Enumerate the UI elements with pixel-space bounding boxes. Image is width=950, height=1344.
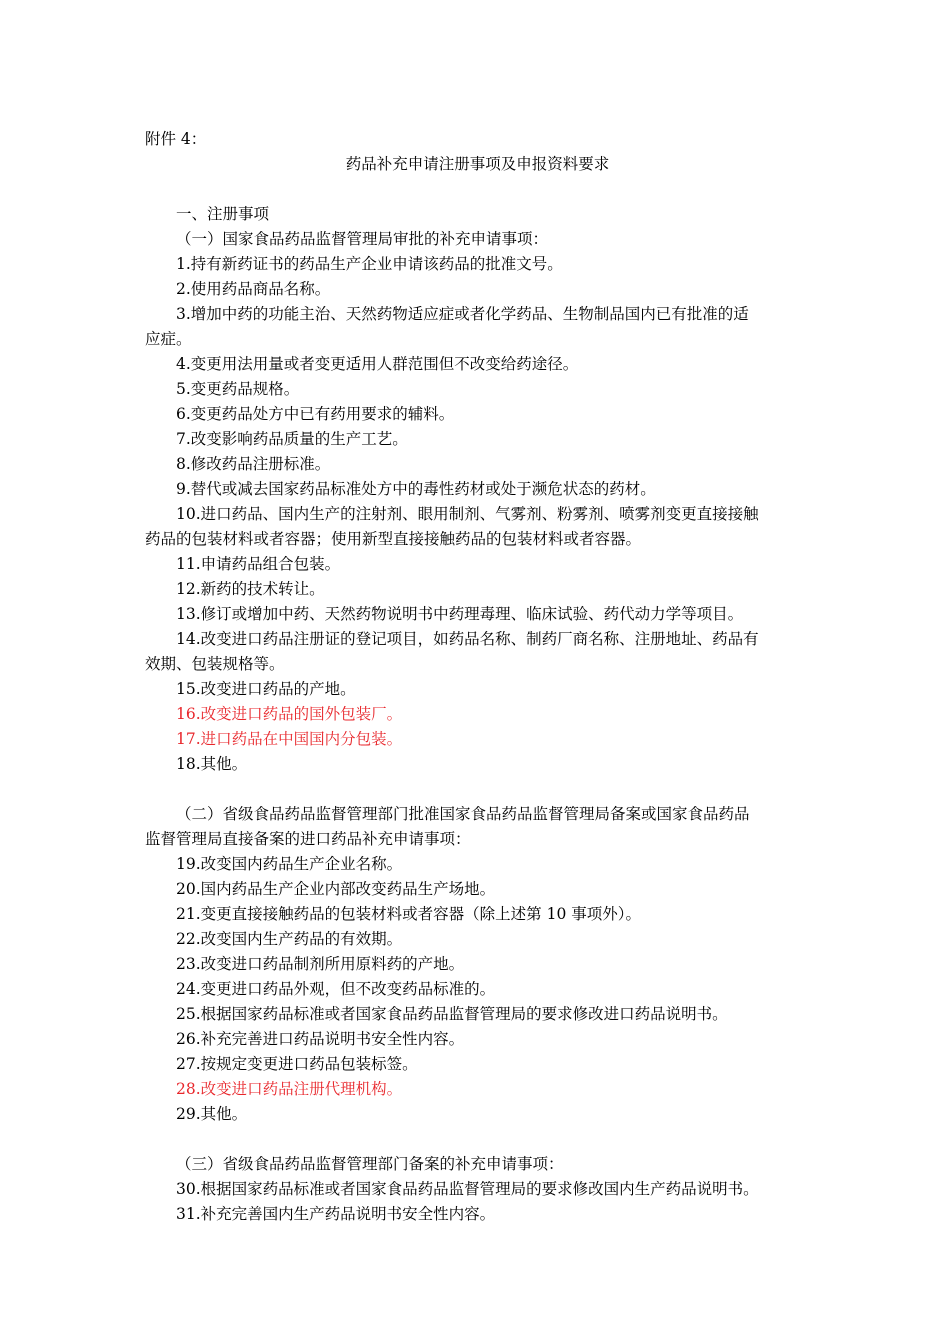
list-item: 11.申请药品组合包装。	[176, 555, 341, 573]
document-title: 药品补充申请注册事项及申报资料要求	[345, 155, 610, 173]
attachment-label: 附件 4：	[145, 130, 207, 148]
list-item: 17.进口药品在中国国内分包装。	[176, 730, 403, 748]
list-item: 23.改变进口药品制剂所用原料药的产地。	[176, 955, 465, 973]
part2-item-list	[145, 852, 810, 1127]
list-item: 3.增加中药的功能主治、天然药物适应症或者化学药品、生物制品国内已有批准的适	[176, 305, 749, 323]
list-item: 28.改变进口药品注册代理机构。	[176, 1080, 403, 1098]
list-item: 10.进口药品、国内生产的注射剂、眼用制剂、气雾剂、粉雾剂、喷雾剂变更直接接触	[176, 505, 759, 523]
list-item-continuation: 药品的包装材料或者容器；使用新型直接接触药品的包装材料或者容器。	[145, 530, 642, 548]
list-item: 6.变更药品处方中已有药用要求的辅料。	[176, 405, 455, 423]
list-item: 15.改变进口药品的产地。	[176, 680, 356, 698]
document-body	[145, 127, 810, 1227]
list-item: 16.改变进口药品的国外包装厂。	[176, 705, 403, 723]
part3-heading: （三）省级食品药品监督管理部门备案的补充申请事项：	[176, 1155, 564, 1173]
list-item: 1.持有新药证书的药品生产企业申请该药品的批准文号。	[176, 255, 563, 273]
list-item: 13.修订或增加中药、天然药物说明书中药理毒理、临床试验、药代动力学等项目。	[176, 605, 744, 623]
list-item-continuation: 效期、包装规格等。	[145, 655, 285, 673]
list-item: 22.改变国内生产药品的有效期。	[176, 930, 403, 948]
list-item: 5.变更药品规格。	[176, 380, 300, 398]
list-item: 2.使用药品商品名称。	[176, 280, 331, 298]
spacer	[145, 177, 810, 202]
part2-heading-line-1: （二）省级食品药品监督管理部门批准国家食品药品监督管理局备案或国家食品药品	[176, 805, 750, 823]
list-item: 14.改变进口药品注册证的登记项目，如药品名称、制药厂商名称、注册地址、药品有	[176, 630, 759, 648]
spacer	[145, 777, 810, 802]
list-item: 8.修改药品注册标准。	[176, 455, 331, 473]
part2-heading-line-2: 监督管理局直接备案的进口药品补充申请事项：	[145, 830, 471, 848]
list-item: 19.改变国内药品生产企业名称。	[176, 855, 403, 873]
part3-item-list	[145, 1177, 810, 1227]
list-item: 29.其他。	[176, 1105, 248, 1123]
list-item: 25.根据国家药品标准或者国家食品药品监督管理局的要求修改进口药品说明书。	[176, 1005, 728, 1023]
list-item: 30.根据国家药品标准或者国家食品药品监督管理局的要求修改国内生产药品说明书。	[176, 1180, 759, 1198]
list-item: 31.补充完善国内生产药品说明书安全性内容。	[176, 1205, 496, 1223]
part1-item-list	[145, 252, 810, 777]
section-heading: 一、注册事项	[176, 205, 270, 223]
list-item: 4.变更用法用量或者变更适用人群范围但不改变给药途径。	[176, 355, 579, 373]
part1-heading: （一）国家食品药品监督管理局审批的补充申请事项：	[176, 230, 549, 248]
list-item: 26.补充完善进口药品说明书安全性内容。	[176, 1030, 465, 1048]
list-item: 24.变更进口药品外观，但不改变药品标准的。	[176, 980, 496, 998]
list-item-continuation: 应症。	[145, 330, 192, 348]
list-item: 18.其他。	[176, 755, 248, 773]
list-item: 27.按规定变更进口药品包装标签。	[176, 1055, 418, 1073]
spacer	[145, 1127, 810, 1152]
list-item: 21.变更直接接触药品的包装材料或者容器（除上述第 10 事项外）。	[176, 905, 641, 923]
list-item: 9.替代或减去国家药品标准处方中的毒性药材或处于濒危状态的药材。	[176, 480, 656, 498]
list-item: 20.国内药品生产企业内部改变药品生产场地。	[176, 880, 496, 898]
list-item: 7.改变影响药品质量的生产工艺。	[176, 430, 408, 448]
list-item: 12.新药的技术转让。	[176, 580, 325, 598]
